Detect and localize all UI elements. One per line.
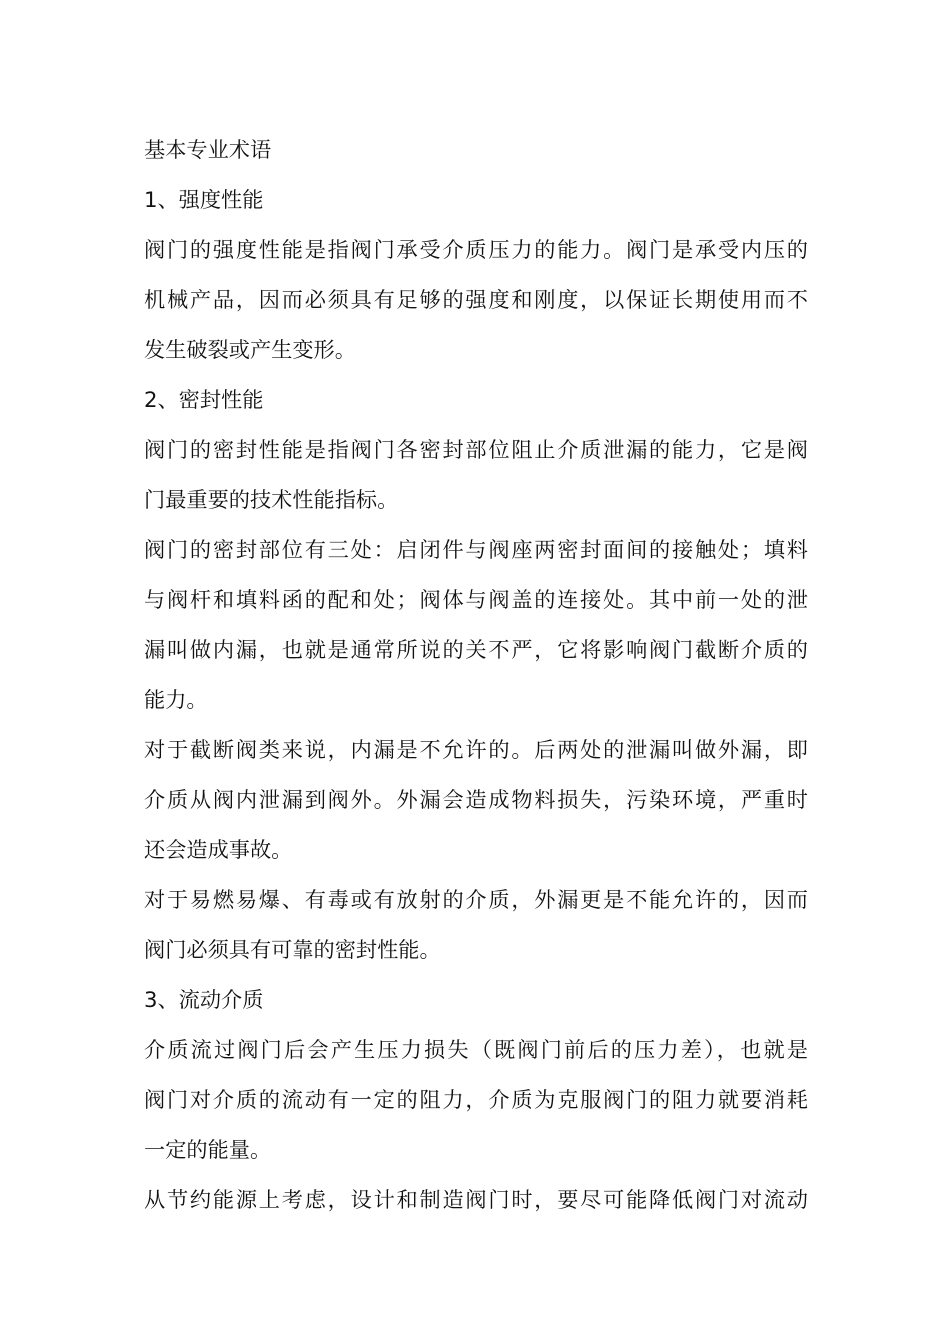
paragraph-line: 阀门的密封部位有三处：启闭件与阀座两密封面间的接触处；填料 (144, 537, 808, 562)
paragraph-line: 机械产品，因而必须具有足够的强度和刚度，以保证长期使用而不 (144, 287, 808, 312)
section-heading-flow: 3、流动介质 (144, 987, 264, 1012)
paragraph-line: 能力。 (144, 687, 208, 712)
section-heading-title: 基本专业术语 (144, 137, 272, 162)
paragraph-line: 还会造成事故。 (144, 837, 293, 862)
paragraph-line: 阀门的密封性能是指阀门各密封部位阻止介质泄漏的能力，它是阀 (144, 437, 808, 462)
paragraph-line: 阀门的强度性能是指阀门承受介质压力的能力。阀门是承受内压的 (144, 237, 808, 262)
paragraph-line: 介质从阀内泄漏到阀外。外漏会造成物料损失，污染环境，严重时 (144, 787, 808, 812)
section-heading-sealing: 2、密封性能 (144, 387, 264, 412)
paragraph-line: 阀门对介质的流动有一定的阻力，介质为克服阀门的阻力就要消耗 (144, 1087, 808, 1112)
paragraph-line: 对于截断阀类来说，内漏是不允许的。后两处的泄漏叫做外漏，即 (144, 737, 808, 762)
document-body (144, 125, 808, 1225)
paragraph-line: 从节约能源上考虑，设计和制造阀门时，要尽可能降低阀门对流动 (144, 1187, 808, 1212)
section-heading-strength: 1、强度性能 (144, 187, 264, 212)
paragraph-line: 对于易燃易爆、有毒或有放射的介质，外漏更是不能允许的，因而 (144, 887, 808, 912)
paragraph-line: 阀门必须具有可靠的密封性能。 (144, 937, 441, 962)
paragraph-line: 一定的能量。 (144, 1137, 272, 1162)
paragraph-line: 漏叫做内漏，也就是通常所说的关不严，它将影响阀门截断介质的 (144, 637, 808, 662)
paragraph-line: 与阀杆和填料函的配和处；阀体与阀盖的连接处。其中前一处的泄 (144, 587, 808, 612)
paragraph-line: 介质流过阀门后会产生压力损失（既阀门前后的压力差），也就是 (144, 1037, 808, 1062)
paragraph-line: 门最重要的技术性能指标。 (144, 487, 399, 512)
paragraph-line: 发生破裂或产生变形。 (144, 337, 356, 362)
